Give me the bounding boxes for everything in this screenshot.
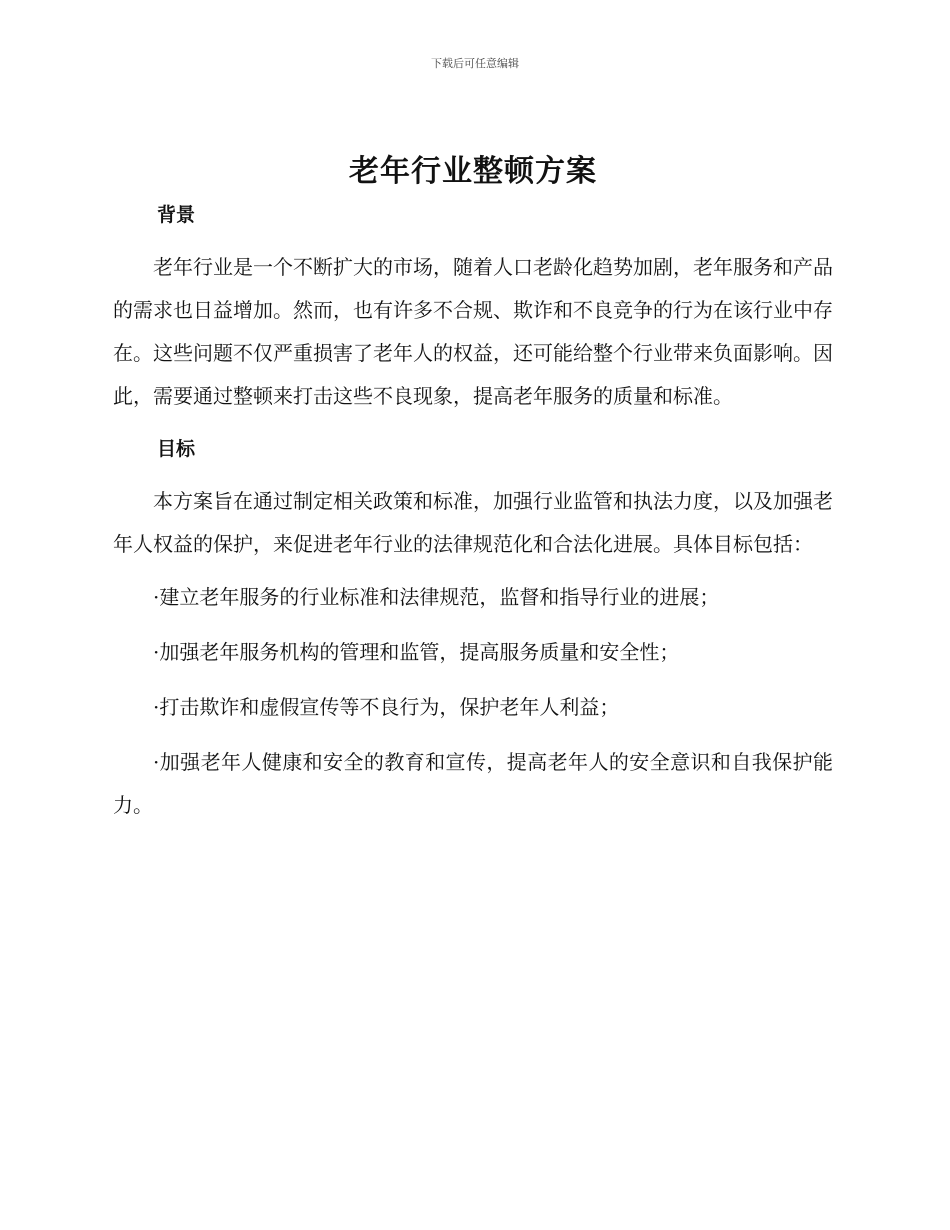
- bullet-marker: ·: [153, 585, 160, 609]
- goal-text: 建立老年服务的行业标准和法律规范，监督和指导行业的进展；: [159, 585, 720, 609]
- list-item: [113, 686, 833, 729]
- header-note: 下载后可任意编辑: [431, 57, 519, 70]
- document-content: [113, 150, 833, 839]
- list-item: [113, 631, 833, 674]
- background-paragraph: 老年行业是一个不断扩大的市场，随着人口老龄化趋势加剧，老年服务和产品的需求也日益增加。然而，也有许多不合规、欺诈和不良竞争的行为在该行业中存在。这些问题不仅严重损害了老年人的权益，还可能给整个行业带来负面影响。因此，需要通过整顿来打击这些不良现象，提高老年服务的质量和标准。: [113, 255, 833, 408]
- goal-text: 打击欺诈和虚假宣传等不良行为，保护老年人利益；: [159, 695, 620, 719]
- bullet-marker: ·: [153, 640, 160, 664]
- goals-paragraph: 本方案旨在通过制定相关政策和标准，加强行业监管和执法力度，以及加强老年人权益的保护，来促进老年行业的法律规范化和合法化进展。具体目标包括：: [113, 489, 833, 556]
- section-heading-background: 背景: [157, 204, 196, 226]
- bullet-marker: ·: [153, 750, 160, 774]
- goals-list: [113, 576, 833, 827]
- list-item: [113, 741, 833, 827]
- goal-text: 加强老年服务机构的管理和监管，提高服务质量和安全性；: [159, 640, 680, 664]
- document-title: 老年行业整顿方案: [349, 154, 597, 189]
- list-item: [113, 576, 833, 619]
- section-heading-goals: 目标: [157, 438, 196, 460]
- bullet-marker: ·: [153, 695, 160, 719]
- goal-text: 加强老年人健康和安全的教育和宣传，提高老年人的安全意识和自我保护能力。: [113, 750, 833, 817]
